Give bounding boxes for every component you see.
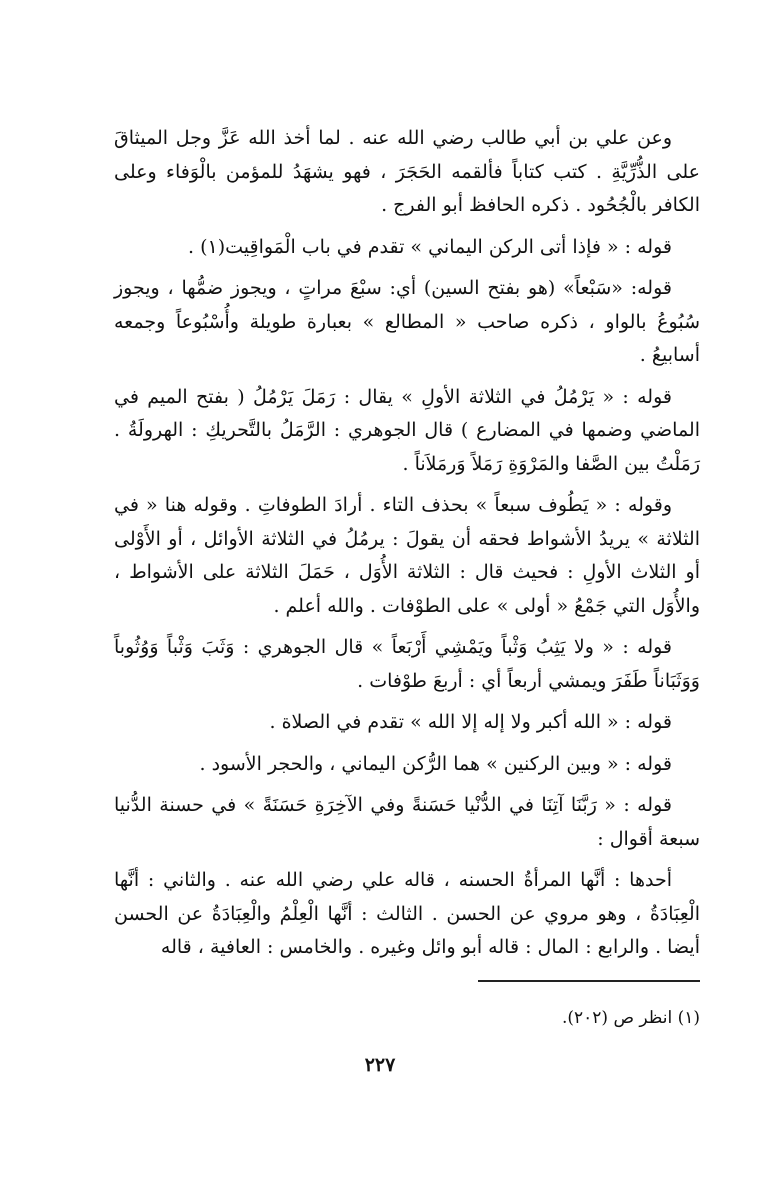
page-body xyxy=(114,122,700,965)
paragraph-rabbana: قوله : « رَبَّنَا آتِنَا في الدُّنْيا حَسَنةً وفي الآخِرَةِ حَسَنَةً » في حسنة الدُّنيا سبعة أقوال : xyxy=(114,794,700,850)
paragraph-yarmul: قوله : « يَرْمُلُ في الثلاثة الأولِ » يقال : رَمَلَ يَرْمُلُ ( بفتح الميم في الماضي وضمها في المضارع ) قال الجوهري : الرَّمَلُ بالتَّحريكِ : الهرولَةُ . رَمَلْتُ بين الصَّفا والمَرْوَةِ رَمَلاً وَرمَلاَناً . xyxy=(114,385,700,475)
footnote: (١) انظر ص (٢٠٢). xyxy=(561,1008,700,1028)
page-number: ٢٢٧ xyxy=(364,1054,396,1076)
paragraph-takbir: قوله : « الله أكبر ولا إله إلا الله » تقدم في الصلاة . xyxy=(269,711,672,733)
paragraph-ali-covenant: وعن علي بن أبي طالب رضي الله عنه . لما أخذ الله عَزَّ وجل الميثاقَ على الذُّرِّيَّةِ . كتب كتاباً فألقمه الحَجَرَ ، فهو يشهَدُ للمؤمن بالْوَفاء وعلى الكافر بالْجُحُود . ذكره الحافظ أبو الفرج . xyxy=(114,127,700,216)
paragraph-yatuf: وقوله : « يَطُوف سبعاً » بحذف التاء . أرادَ الطوفاتِ . وقوله هنا « في الثلاثة » يريدُ الأشواط فحقه أن يقولَ : يرمُلُ في الثلاثة الأوائل ، أو الأَوْلى أو الثلاث الأولِ : فحيث قال : الثلاثة الأُوَل ، حَمَلَ الثلاثة على الأشواط ، والأُوَل التي جَمْعُ « أولى » على الطوْفات . والله أعلم . xyxy=(114,494,700,617)
paragraph-seven-sayings: أحدها : أنَّها المرأةُ الحسنه ، قاله علي رضي الله عنه . والثاني : أنَّها الْعِبَادَةُ ، وهو مروي عن الحسن . الثالث : أنَّها الْعِلْمُ والْعِبَادَةُ عن الحسن أيضا . والرابع : المال : قاله أبو وائل وغيره . والخامس : العافية ، قاله xyxy=(114,869,700,958)
footnote-divider xyxy=(478,980,700,982)
paragraph-yathib: قوله : « ولا يَثِبُ وَثْباً ويَمْشِي أَرْبَعاً » قال الجوهري : وَثَبَ وَثْباً وَوُثُوباً وَوَثَبَاناً طَفَرَ ويمشي أربعاً أي : أربعَ طوْفات . xyxy=(114,636,700,692)
paragraph-sabaa: قوله: «سَبْعاً» (هو بفتح السين) أي: سبْعَ مراتٍ ، ويجوز ضمُّها ، ويجوز سُبُوعُ بالواو ، ذكره صاحب « المطالع » بعبارة طويلة وأُسْبُوعاً وجمعه أسابيعُ . xyxy=(114,277,700,366)
paragraph-yemeni-corner: قوله : « فإذا أتى الركن اليماني » تقدم في باب الْمَواقِيت(١) . xyxy=(187,235,672,258)
paragraph-two-corners: قوله : « وبين الركنين » هما الرُّكن اليماني ، والحجر الأسود . xyxy=(199,752,672,775)
